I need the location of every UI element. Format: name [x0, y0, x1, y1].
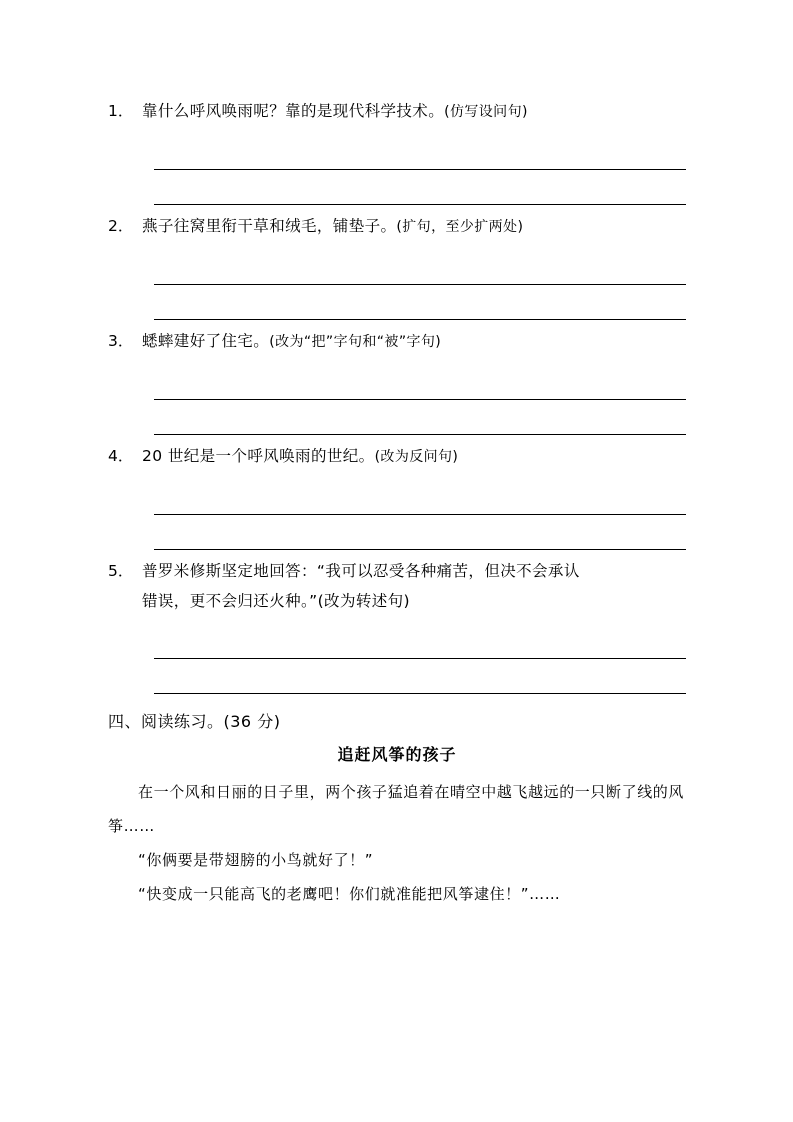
passage-paragraph: 在一个风和日丽的日子里，两个孩子猛追着在晴空中越飞越远的一只断了线的风筝…… [108, 783, 685, 835]
question-item [108, 96, 686, 205]
answer-line[interactable] [154, 131, 686, 170]
question-line [108, 96, 686, 127]
passage-title: 追赶风筝的孩子 [337, 745, 457, 764]
answer-line[interactable] [154, 515, 686, 550]
question-item [108, 326, 686, 435]
page-content [108, 96, 686, 911]
answer-lines [108, 246, 686, 320]
question-number: 2． [108, 217, 134, 235]
answer-line[interactable] [154, 620, 686, 659]
question-stem: 普罗米修斯坚定地回答：“我可以忍受各种痛苦，但决不会承认 [142, 562, 580, 580]
question-text [142, 441, 686, 472]
question-number: 3． [108, 332, 134, 350]
question-hint: (改为“把”字句和“被”字句) [269, 334, 442, 350]
passage-paragraph: “你俩要是带翅膀的小鸟就好了！” [138, 851, 374, 869]
answer-line[interactable] [154, 246, 686, 285]
question-hint: (仿写设问句) [444, 104, 528, 120]
question-text [142, 96, 686, 127]
answer-lines [108, 620, 686, 694]
answer-lines [108, 131, 686, 205]
section-heading: 四、阅读练习。(36 分) [108, 712, 281, 731]
answer-lines [108, 361, 686, 435]
question-stem: 蟋蟀建好了住宅。 [142, 332, 270, 350]
question-hint: (改为转述句) [317, 592, 410, 610]
question-number: 5． [108, 562, 134, 580]
answer-line[interactable] [154, 285, 686, 320]
passage-paragraph: “快变成一只能高飞的老鹰吧！你们就准能把风筝逮住！”…… [138, 885, 561, 903]
question-line [108, 211, 686, 242]
question-hint: (扩句，至少扩两处) [396, 219, 524, 235]
question-stem: 20 世纪是一个呼风唤雨的世纪。 [142, 447, 375, 465]
question-item [108, 556, 686, 694]
question-stem-2: 错误，更不会归还火种。” [142, 592, 318, 610]
question-item [108, 211, 686, 320]
question-item [108, 441, 686, 550]
question-line [108, 326, 686, 357]
question-stem: 燕子往窝里衔干草和绒毛，铺垫子。 [142, 217, 397, 235]
question-continuation [108, 586, 686, 616]
question-number: 1． [108, 102, 134, 120]
answer-line[interactable] [154, 400, 686, 435]
question-number: 4． [108, 447, 134, 465]
answer-line[interactable] [154, 476, 686, 515]
question-line [108, 441, 686, 472]
question-line [108, 556, 686, 586]
question-hint: (改为反问句) [374, 449, 459, 465]
answer-lines [108, 476, 686, 550]
question-stem: 靠什么呼风唤雨呢？靠的是现代科学技术。 [142, 102, 445, 120]
question-text [142, 326, 686, 357]
answer-line[interactable] [154, 170, 686, 205]
question-text [142, 211, 686, 242]
answer-line[interactable] [154, 361, 686, 400]
answer-line[interactable] [154, 659, 686, 694]
